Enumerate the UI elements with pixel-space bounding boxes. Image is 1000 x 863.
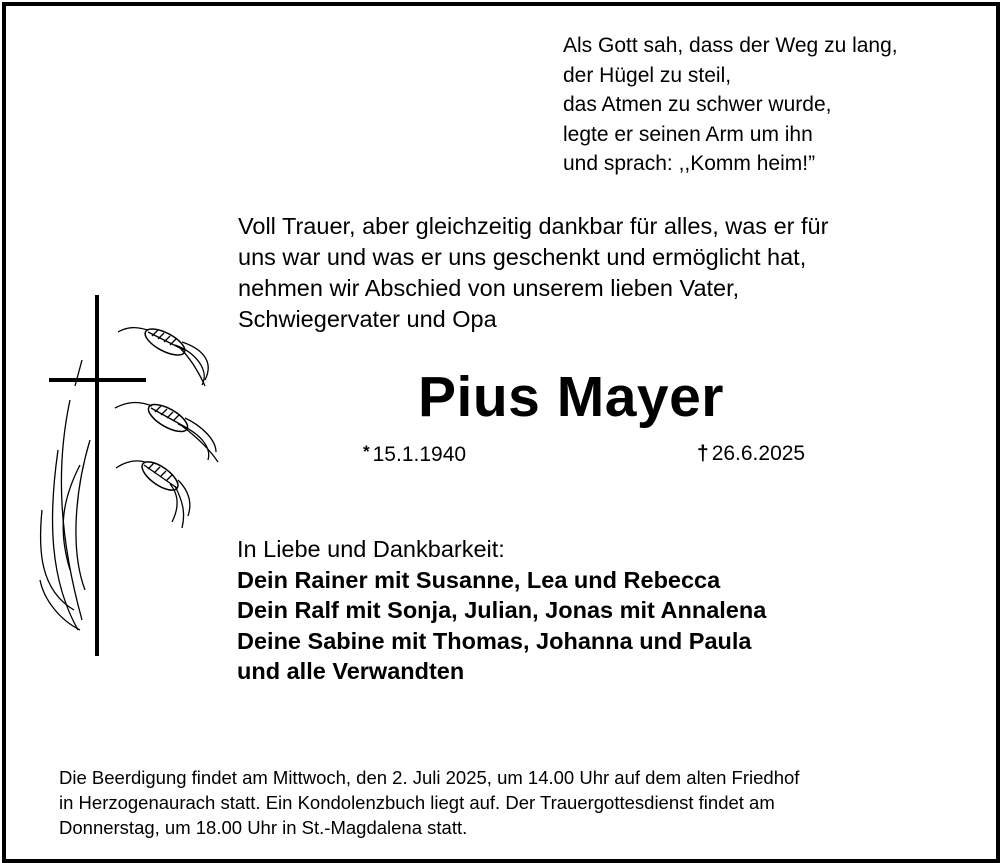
poem-line: und sprach: ,,Komm heim!” bbox=[563, 152, 816, 175]
poem-line: legte er seinen Arm um ihn bbox=[563, 122, 813, 146]
intro-line: nehmen wir Abschied von unserem lieben Vater, bbox=[238, 275, 740, 301]
death-cross-icon: † bbox=[697, 442, 709, 465]
wheat-ears-icon bbox=[40, 324, 218, 630]
family-heading: In Liebe und Dankbarkeit: bbox=[237, 536, 505, 562]
funeral-info bbox=[59, 765, 799, 840]
family-line: und alle Verwandten bbox=[237, 658, 465, 684]
funeral-info-line: in Herzogenaurach statt. Ein Kondolenzbuch liegt auf. Der Trauergottesdienst findet am bbox=[59, 792, 775, 813]
deceased-name: Pius Mayer bbox=[418, 365, 724, 429]
poem-line: der Hügel zu steil, bbox=[563, 63, 732, 87]
poem-line: Als Gott sah, dass der Weg zu lang, bbox=[563, 34, 898, 57]
poem-verse bbox=[563, 31, 898, 179]
death-date bbox=[697, 441, 805, 467]
death-date-value: 26.6.2025 bbox=[711, 442, 806, 465]
birth-star-icon: * bbox=[363, 442, 370, 461]
family-line: Deine Sabine mit Thomas, Johanna und Paula bbox=[237, 627, 752, 654]
funeral-info-line: Donnerstag, um 18.00 Uhr in St.-Magdalena statt. bbox=[59, 817, 468, 838]
intro-line: Voll Trauer, aber gleichzeitig dankbar für alles, was er für bbox=[238, 213, 829, 239]
family-line: Dein Rainer mit Susanne, Lea und Rebecca bbox=[237, 566, 721, 593]
poem-line: das Atmen zu schwer wurde, bbox=[563, 93, 832, 116]
family-line: Dein Ralf mit Sonja, Julian, Jonas mit Annalena bbox=[237, 597, 767, 623]
cross-and-wheat-icon bbox=[30, 290, 230, 670]
intro-line: uns war und was er uns geschenkt und ermöglicht hat, bbox=[238, 244, 807, 270]
funeral-info-line: Die Beerdigung findet am Mittwoch, den 2. Juli 2025, um 14.00 Uhr auf dem alten Friedhof bbox=[59, 767, 800, 788]
intro-line: Schwiegervater und Opa bbox=[238, 306, 497, 332]
birth-date bbox=[363, 439, 466, 468]
intro-text bbox=[238, 211, 828, 335]
family-signatures bbox=[237, 534, 766, 687]
birth-date-value: 15.1.1940 bbox=[372, 443, 467, 466]
